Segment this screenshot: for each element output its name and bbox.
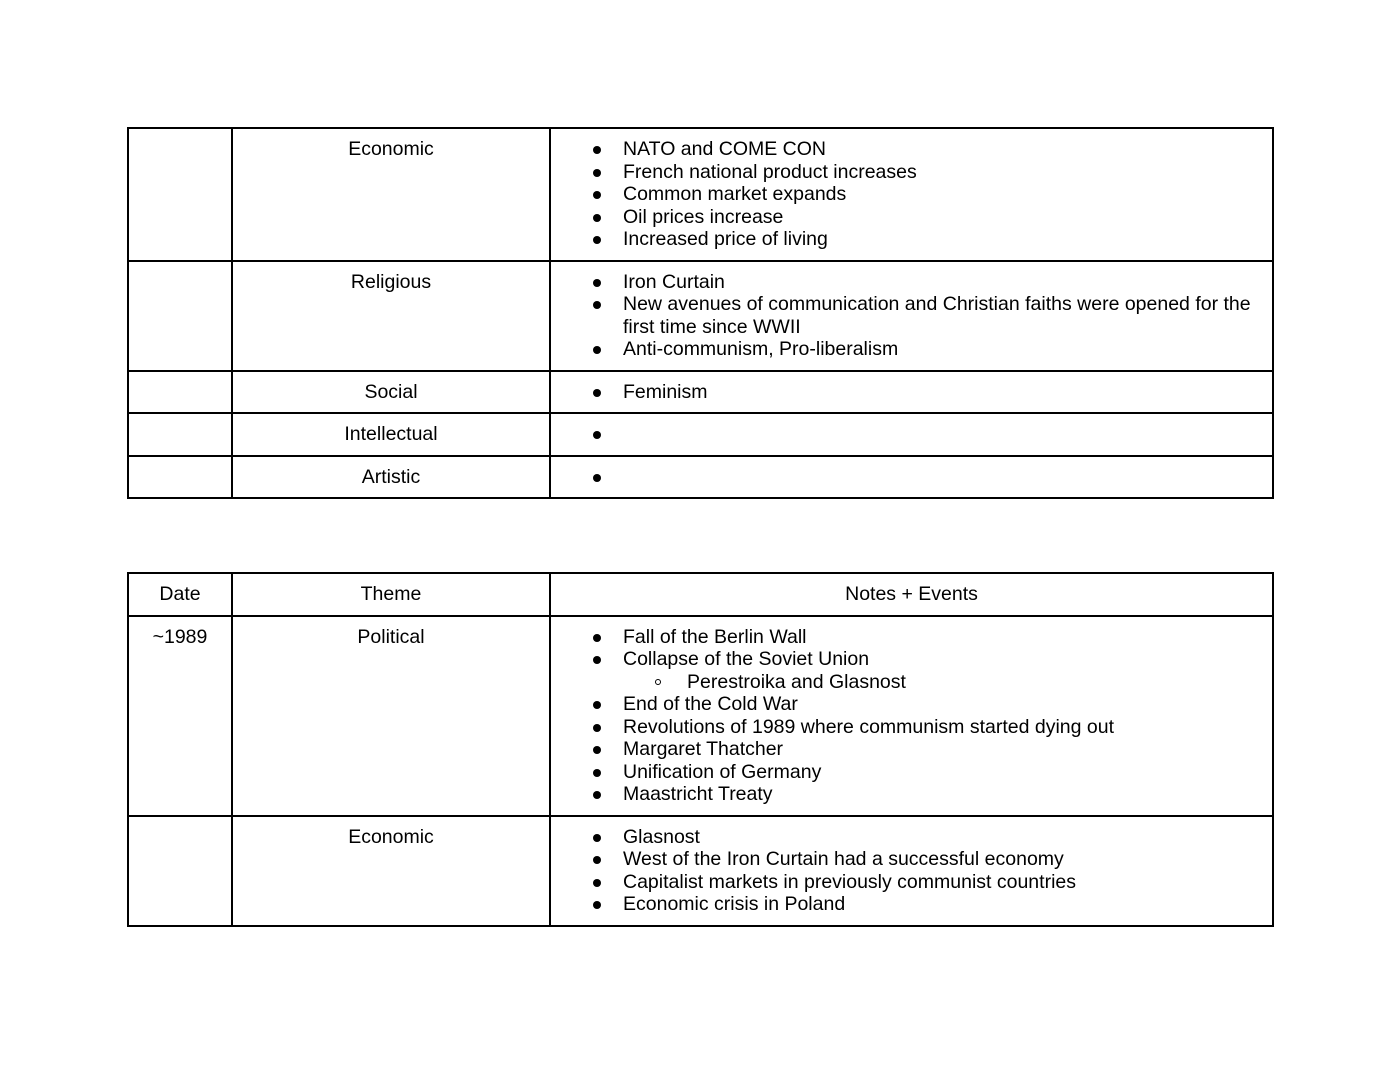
- list-item: Oil prices increase: [551, 206, 1272, 229]
- theme-cell-social: Social: [232, 371, 550, 414]
- list-item: Anti-communism, Pro-liberalism: [551, 338, 1272, 361]
- bullet-icon: [593, 634, 601, 642]
- bullet-icon: [593, 746, 601, 754]
- bullet-list: [551, 381, 1272, 404]
- theme-cell-political: Political: [232, 616, 550, 816]
- list-item: Fall of the Berlin Wall: [551, 626, 1272, 649]
- theme-cell-economic: Economic: [232, 816, 550, 926]
- bullet-icon: [593, 656, 601, 664]
- sub-list-item: Perestroika and Glasnost: [623, 671, 1272, 694]
- list-item: Economic crisis in Poland: [551, 893, 1272, 916]
- bullet-list: [551, 271, 1272, 361]
- notes-cell: [550, 371, 1273, 414]
- bullet-icon: [593, 834, 601, 842]
- list-item: West of the Iron Curtain had a successful economy: [551, 848, 1272, 871]
- list-item: Increased price of living: [551, 228, 1272, 251]
- bullet-icon: [593, 856, 601, 864]
- bullet-icon: [593, 214, 601, 222]
- bullet-icon: [593, 191, 601, 199]
- table-row: [128, 616, 1273, 816]
- empty-list-item: [551, 423, 1272, 446]
- bullet-icon: [593, 346, 601, 354]
- bullet-icon: [593, 279, 601, 287]
- date-cell: [128, 456, 232, 499]
- notes-cell: [550, 616, 1273, 816]
- notes-cell: [550, 128, 1273, 261]
- bullet-icon: [593, 769, 601, 777]
- list-item: Collapse of the Soviet Union Perestroika and Glasnost: [551, 648, 1272, 693]
- table-row: [128, 413, 1273, 456]
- table-row: [128, 128, 1273, 261]
- theme-cell-economic: Economic: [232, 128, 550, 261]
- bullet-list: [551, 626, 1272, 806]
- list-item: Common market expands: [551, 183, 1272, 206]
- bullet-icon: [593, 301, 601, 309]
- list-item: Unification of Germany: [551, 761, 1272, 784]
- bullet-icon: [593, 474, 601, 482]
- list-item: Capitalist markets in previously communist countries: [551, 871, 1272, 894]
- list-item: Iron Curtain: [551, 271, 1272, 294]
- date-cell: [128, 261, 232, 371]
- table-header-row: [128, 573, 1273, 616]
- date-cell: [128, 816, 232, 926]
- table-row: [128, 261, 1273, 371]
- list-item: Revolutions of 1989 where communism started dying out: [551, 716, 1272, 739]
- bullet-icon: [593, 791, 601, 799]
- table-row: [128, 456, 1273, 499]
- list-item: New avenues of communication and Christian faiths were opened for the first time since WWII: [551, 293, 1272, 338]
- list-item: End of the Cold War: [551, 693, 1272, 716]
- bullet-icon: [593, 389, 601, 397]
- table-row: [128, 371, 1273, 414]
- bullet-icon: [593, 431, 601, 439]
- list-item: Feminism: [551, 381, 1272, 404]
- notes-cell: [550, 456, 1273, 499]
- theme-cell-religious: Religious: [232, 261, 550, 371]
- notes-cell: [550, 261, 1273, 371]
- date-cell: [128, 413, 232, 456]
- list-item: NATO and COME CON: [551, 138, 1272, 161]
- table-row: [128, 816, 1273, 926]
- notes-table-2: [127, 572, 1274, 927]
- list-item: French national product increases: [551, 161, 1272, 184]
- bullet-list: [551, 826, 1272, 916]
- header-notes: Notes + Events: [550, 573, 1273, 616]
- date-cell: [128, 128, 232, 261]
- notes-cell: [550, 816, 1273, 926]
- bullet-list: [551, 138, 1272, 251]
- bullet-icon: [593, 146, 601, 154]
- bullet-icon: [593, 901, 601, 909]
- date-cell: ~1989: [128, 616, 232, 816]
- hollow-bullet-icon: [655, 679, 661, 685]
- notes-table-1: [127, 127, 1274, 499]
- list-item: Maastricht Treaty: [551, 783, 1272, 806]
- bullet-icon: [593, 701, 601, 709]
- header-date: Date: [128, 573, 232, 616]
- theme-cell-artistic: Artistic: [232, 456, 550, 499]
- theme-cell-intellectual: Intellectual: [232, 413, 550, 456]
- notes-cell: [550, 413, 1273, 456]
- date-cell: [128, 371, 232, 414]
- bullet-icon: [593, 169, 601, 177]
- bullet-icon: [593, 236, 601, 244]
- empty-list-item: [551, 466, 1272, 489]
- bullet-icon: [593, 879, 601, 887]
- sub-bullet-list: [623, 671, 1272, 694]
- list-item: Margaret Thatcher: [551, 738, 1272, 761]
- bullet-icon: [593, 724, 601, 732]
- list-item: Glasnost: [551, 826, 1272, 849]
- header-theme: Theme: [232, 573, 550, 616]
